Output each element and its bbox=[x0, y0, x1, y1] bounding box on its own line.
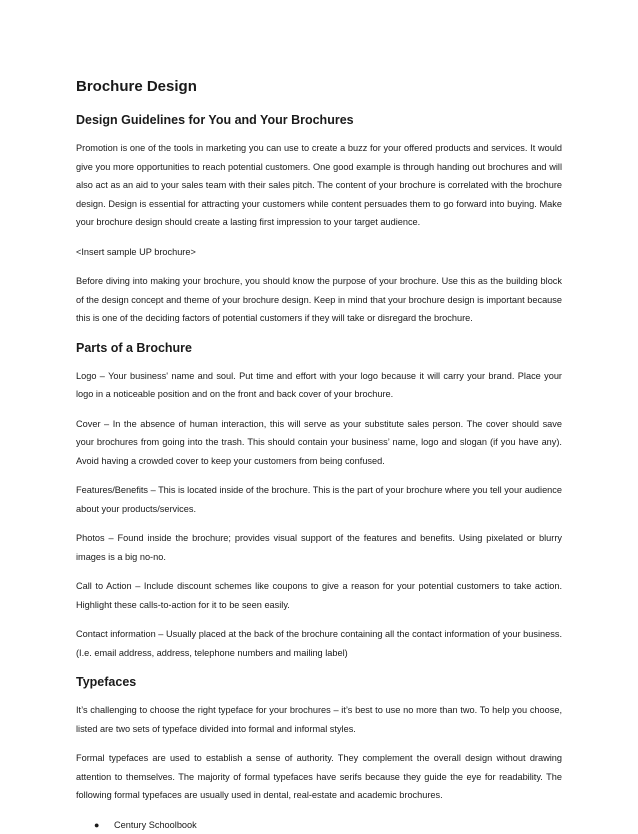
paragraph: Features/Benefits – This is located inside of the brochure. This is the part of your brochure where you tell your audience about your products/services. bbox=[76, 481, 562, 518]
paragraph: Before diving into making your brochure, you should know the purpose of your brochure. Use this as the building block of the design concept and theme of your brochure design. Keep in mind that your brochure design is important because this is one of the deciding factors of potential customers if they will take or disregard the brochure. bbox=[76, 272, 562, 328]
paragraph: Contact information – Usually placed at the back of the brochure containing all the contact information of your business. (I.e. email address, address, telephone numbers and mailing label) bbox=[76, 625, 562, 662]
paragraph: Cover – In the absence of human interaction, this will serve as your substitute sales person. The cover should save your brochures from going into the trash. This should contain your business’ name, logo and slogan (if you have any). Avoid having a crowded cover to keep your customers from being confused. bbox=[76, 415, 562, 471]
document-body bbox=[76, 77, 562, 834]
paragraph: <Insert sample UP brochure> bbox=[76, 243, 562, 262]
section-heading-parts-of-brochure: Parts of a Brochure bbox=[76, 339, 562, 357]
paragraph: Photos – Found inside the brochure; provides visual support of the features and benefits. Using pixelated or blurry images is a big no-no. bbox=[76, 529, 562, 566]
paragraph: Logo – Your business' name and soul. Put time and effort with your logo because it will carry your brand. Place your logo in a noticeable position and on the front and back cover of your brochure. bbox=[76, 367, 562, 404]
list-item bbox=[76, 816, 562, 834]
typeface-list bbox=[76, 816, 562, 834]
list-item-label: Century Schoolbook bbox=[114, 820, 197, 830]
document-title: Brochure Design bbox=[76, 77, 562, 97]
paragraph: Promotion is one of the tools in marketing you can use to create a buzz for your offered products and services. It would give you more opportunities to reach potential customers. One good example is through handing out brochures and will also act as an aid to your sales team with their sales pitch. The content of your brochure is correlated with the brochure design. Design is essential for attracting your customers while content persuades them to go forward into buying. Make your brochure design should create a lasting first impression to your target audience. bbox=[76, 139, 562, 232]
paragraph: Formal typefaces are used to establish a sense of authority. They complement the overall design without drawing attention to themselves. The majority of formal typefaces have serifs because they guide the eye for readability. The following formal typefaces are usually used in dental, real-estate and academic brochures. bbox=[76, 749, 562, 805]
bullet-icon: ● bbox=[94, 816, 99, 834]
paragraph: Call to Action – Include discount schemes like coupons to give a reason for your potential customers to take action. Highlight these calls-to-action for it to be seen easily. bbox=[76, 577, 562, 614]
section-heading-design-guidelines: Design Guidelines for You and Your Brochures bbox=[76, 111, 562, 129]
section-heading-typefaces: Typefaces bbox=[76, 673, 562, 691]
paragraph: It’s challenging to choose the right typeface for your brochures – it’s best to use no more than two. To help you choose, listed are two sets of typeface divided into formal and informal styles. bbox=[76, 701, 562, 738]
